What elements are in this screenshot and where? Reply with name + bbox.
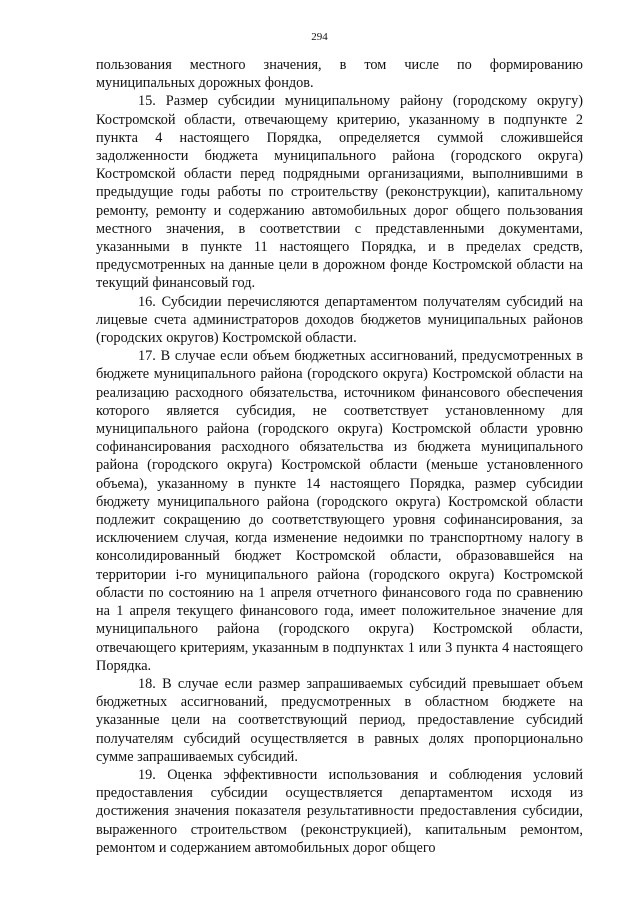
paragraph-18: 18. В случае если размер запрашиваемых субсидий превышает объем бюджетных ассигнований, предусмотренных в областном бюджете на указанные цели на соответствующий период, предоставление субсидий получателям субсидий осуществляется в равных долях пропорционально сумме запрашиваемых субсидий. <box>96 675 583 765</box>
paragraph-17: 17. В случае если объем бюджетных ассигнований, предусмотренных в бюджете муниципального района (городского округа) Костромской области на реализацию расходного обязательства, источником финансового обеспечения которого является субсидия, не соответствует установленному для муниципального района (городского округа) Костромской области уровню софинансирования расходного обязательства из бюджета муниципального района (городского округа) Костромской области (меньше установленного объема), указанному в пункте 14 настоящего Порядка, размер субсидии бюджету муниципального района (городского округа) Костромской области подлежит сокращению до соответствующего уровня софинансирования, за исключением случая, когда изменение недоимки по транспортному налогу в консолидированный бюджет Костромской области, образовавшейся на территории i-го муниципального района (городского округа) Костромской области по состоянию на 1 апреля отчетного финансового года по сравнению на 1 апреля текущего финансового года, имеет положительное значение для муниципального района (городского округа) Костромской области, отвечающего критериям, указанным в подпунктах 1 или 3 пункта 4 настоящего Порядка. <box>96 348 583 674</box>
page-number: 294 <box>311 31 328 43</box>
paragraph-16: 16. Субсидии перечисляются департаментом получателям субсидий на лицевые счета администраторов доходов бюджетов муниципальных районов (городских округов) Костромской области. <box>96 293 583 347</box>
document-body <box>96 56 583 857</box>
paragraph-15: 15. Размер субсидии муниципальному району (городскому округу) Костромской области, отвечающему критерию, указанному в подпункте 2 пункта 4 настоящего Порядка, определяется суммой сложившейся задолженности бюджета муниципального района (городского округа) Костромской области перед подрядными организациями, выполнившими в предыдущие годы работы по строительству (реконструкции), капитальному ремонту, ремонту и содержанию автомобильных дорог общего пользования местного значения, в соответствии с представленными документами, указанными в пункте 11 настоящего Порядка, и в пределах средств, предусмотренных на данные цели в дорожном фонде Костромской области на текущий финансовый год. <box>96 93 583 292</box>
paragraph-19: 19. Оценка эффективности использования и соблюдения условий предоставления субсидии осуществляется департаментом исходя из достижения значения показателя результативности предоставления субсидии, выраженного строительством (реконструкцией), капитальным ремонтом, ремонтом и содержанием автомобильных дорог общего <box>96 766 583 856</box>
paragraph-continuation: пользования местного значения, в том числе по формированию муниципальных дорожных фондов. <box>96 57 583 92</box>
